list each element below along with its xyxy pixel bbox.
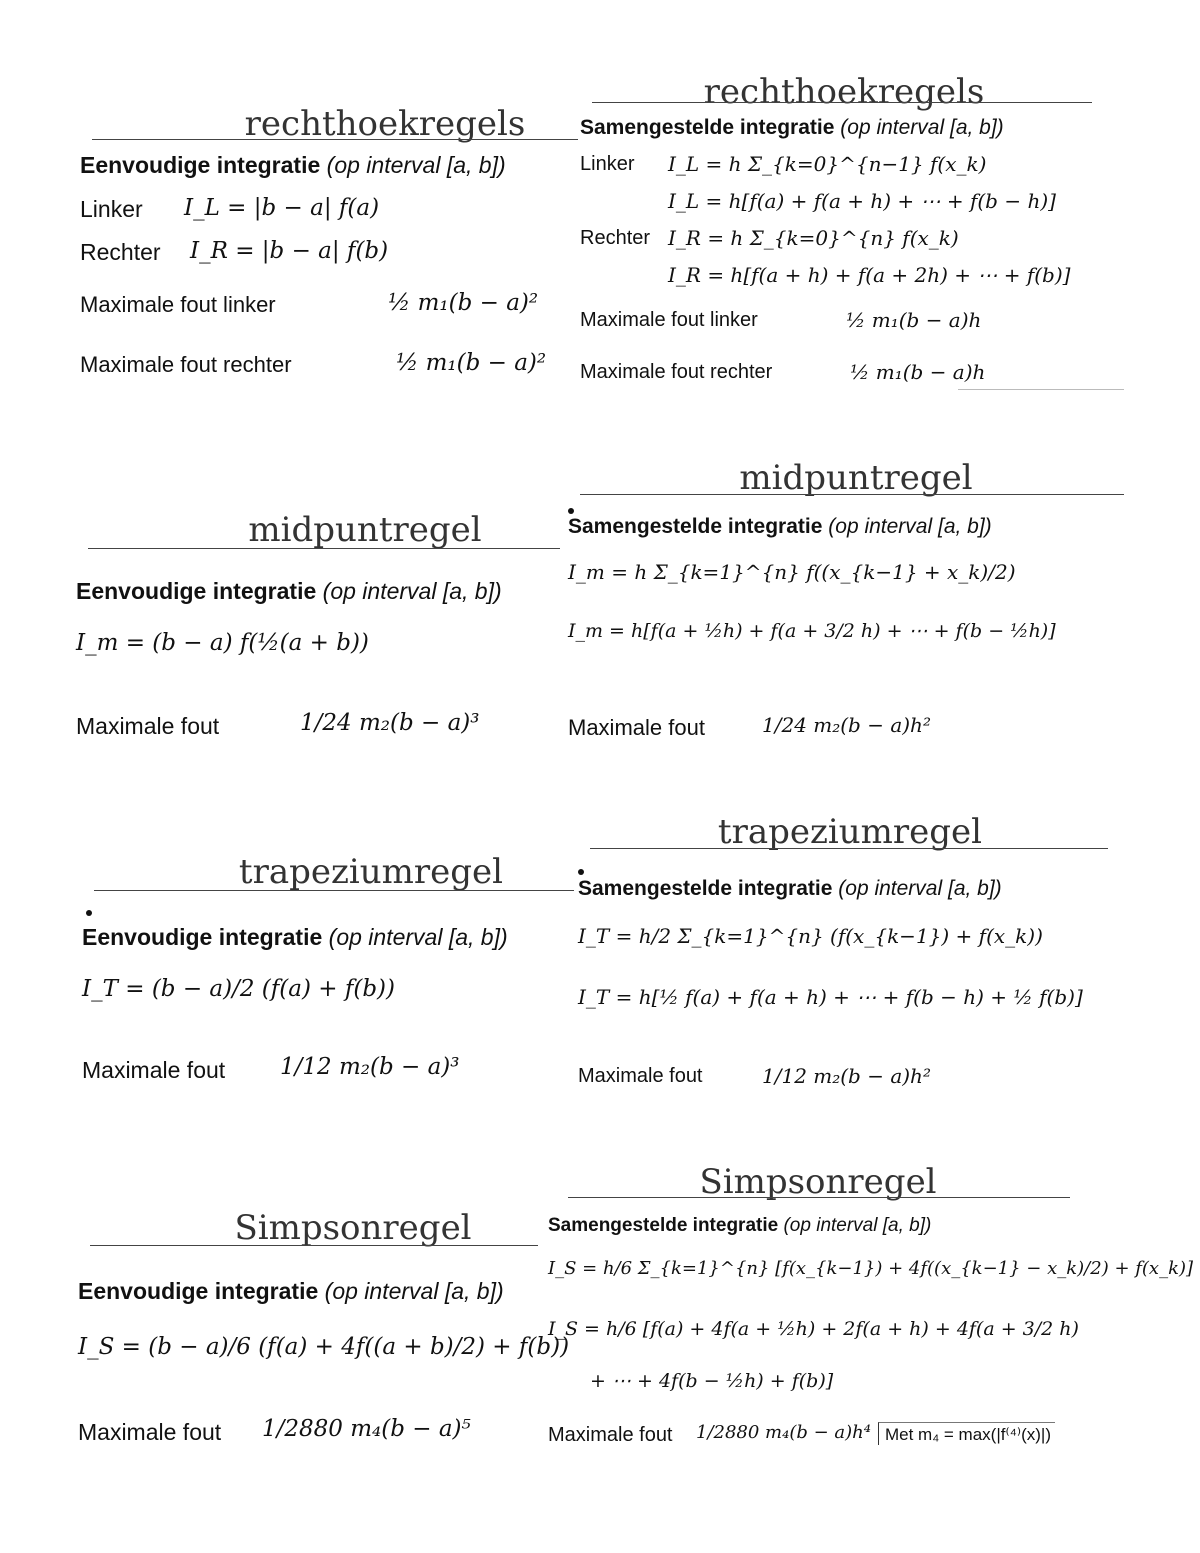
right-simp-title: Simpsonregel xyxy=(699,1162,937,1202)
right-simp-rule xyxy=(568,1197,1070,1198)
left-trap-err-label: Maximale fout xyxy=(82,1057,226,1083)
right-trap-subtitle xyxy=(578,877,1002,901)
left-simp-formula: I_S = (b − a)/6 (f(a) + 4f((a + b)/2) + f(b)) xyxy=(78,1334,570,1360)
left-simp-rule xyxy=(90,1245,538,1246)
right-rect-rule xyxy=(592,102,1092,103)
right-rect-err-right-label: Maximale fout rechter xyxy=(580,361,773,383)
left-rect-err-right-label: Maximale fout rechter xyxy=(80,352,292,377)
right-trap-err-label: Maximale fout xyxy=(578,1065,703,1087)
left-rect-title: rechthoekregels xyxy=(244,104,526,144)
right-rect-title: rechthoekregels xyxy=(703,72,985,112)
subtitle-bold: Samengestelde integratie xyxy=(568,515,823,538)
right-simp-formula-2: I_S = h/6 [f(a) + 4f(a + ½h) + 2f(a + h) + 4f(a + 3/2 h) xyxy=(548,1318,1079,1340)
right-trap-bullet xyxy=(578,869,584,875)
right-simp-note: Met m₄ = max(|f⁽⁴⁾(x)|) xyxy=(878,1422,1055,1445)
left-trap-title: trapeziumregel xyxy=(238,852,504,892)
left-rect-linker-label: Linker xyxy=(80,196,143,222)
subtitle-bold: Samengestelde integratie xyxy=(548,1215,779,1236)
right-trap-title: trapeziumregel xyxy=(717,812,983,852)
left-trap-bullet xyxy=(86,910,92,916)
right-simp-formula-3: + ⋯ + 4f(b − ½h) + f(b)] xyxy=(590,1370,834,1392)
right-trap-rule xyxy=(590,848,1108,849)
subtitle-bold: Eenvoudige integratie xyxy=(82,924,323,950)
right-mid-rule xyxy=(580,494,1124,495)
right-simp-subtitle xyxy=(548,1215,931,1237)
left-rect-rechter-formula: I_R = |b − a| f(b) xyxy=(190,238,389,264)
left-trap-err-formula: 1/12 m₂(b − a)³ xyxy=(280,1054,460,1080)
subtitle-italic: (op interval [a, b]) xyxy=(828,515,992,538)
left-mid-subtitle xyxy=(76,578,502,605)
right-rect-err-left-label: Maximale fout linker xyxy=(580,309,758,331)
left-mid-rule xyxy=(88,548,560,549)
left-trap-rule xyxy=(94,890,574,891)
left-rect-err-left-label: Maximale fout linker xyxy=(80,292,276,317)
right-mid-err-label: Maximale fout xyxy=(568,715,705,740)
right-rect-rechter-formula-2: I_R = h[f(a + h) + f(a + 2h) + ⋯ + f(b)] xyxy=(668,263,1071,287)
right-trap-formula-1: I_T = h/2 Σ_{k=1}^{n} (f(x_{k−1}) + f(x_k)) xyxy=(578,924,1043,948)
left-mid-formula: I_m = (b − a) f(½(a + b)) xyxy=(76,630,369,656)
subtitle-italic: (op interval [a, b]) xyxy=(326,152,506,178)
right-simp-formula-1: I_S = h/6 Σ_{k=1}^{n} [f(x_{k−1}) + 4f((x_{k−1} − x_k)/2) + f(x_k)] xyxy=(548,1258,1194,1279)
left-rect-err-left-formula: ½ m₁(b − a)² xyxy=(388,290,539,316)
subtitle-italic: (op interval [a, b]) xyxy=(838,877,1002,900)
right-mid-title: midpuntregel xyxy=(739,458,973,498)
left-rect-linker-formula: I_L = |b − a| f(a) xyxy=(184,195,380,221)
subtitle-italic: (op interval [a, b]) xyxy=(324,1278,504,1304)
left-rect-rechter-label: Rechter xyxy=(80,239,161,265)
left-trap-subtitle xyxy=(82,924,508,951)
left-trap-formula: I_T = (b − a)/2 (f(a) + f(b)) xyxy=(82,976,395,1002)
subtitle-bold: Eenvoudige integratie xyxy=(80,152,321,178)
subtitle-italic: (op interval [a, b]) xyxy=(783,1215,932,1236)
right-mid-formula-2: I_m = h[f(a + ½h) + f(a + 3/2 h) + ⋯ + f(b − ½h)] xyxy=(568,620,1056,642)
right-rect-err-right-formula: ½ m₁(b − a)h xyxy=(850,360,986,384)
right-mid-formula-1: I_m = h Σ_{k=1}^{n} f((x_{k−1} + x_k)/2) xyxy=(568,560,1016,584)
left-rect-rule xyxy=(92,139,578,140)
right-trap-err-formula: 1/12 m₂(b − a)h² xyxy=(762,1064,931,1088)
left-mid-err-label: Maximale fout xyxy=(76,713,220,739)
left-rect-err-right-formula: ½ m₁(b − a)² xyxy=(396,350,547,376)
left-mid-err-formula: 1/24 m₂(b − a)³ xyxy=(300,710,480,736)
left-simp-title: Simpsonregel xyxy=(234,1208,472,1248)
subtitle-bold: Eenvoudige integratie xyxy=(78,1278,319,1304)
subtitle-bold: Samengestelde integratie xyxy=(578,877,833,900)
left-simp-subtitle xyxy=(78,1278,504,1305)
right-simp-err-formula: 1/2880 m₄(b − a)h⁴ xyxy=(696,1422,871,1443)
right-trap-formula-2: I_T = h[½ f(a) + f(a + h) + ⋯ + f(b − h) + ½ f(b)] xyxy=(578,985,1083,1009)
right-mid-subtitle xyxy=(568,515,992,539)
right-rect-subtitle xyxy=(580,116,1004,140)
subtitle-italic: (op interval [a, b]) xyxy=(328,924,508,950)
subtitle-bold: Eenvoudige integratie xyxy=(76,578,317,604)
left-simp-err-label: Maximale fout xyxy=(78,1419,222,1445)
left-rect-subtitle xyxy=(80,152,506,179)
right-mid-err-formula: 1/24 m₂(b − a)h² xyxy=(762,713,931,737)
subtitle-bold: Samengestelde integratie xyxy=(580,116,835,139)
right-rect-linker-label: Linker xyxy=(580,153,635,175)
subtitle-italic: (op interval [a, b]) xyxy=(322,578,502,604)
left-simp-err-formula: 1/2880 m₄(b − a)⁵ xyxy=(262,1416,471,1442)
right-simp-err-label: Maximale fout xyxy=(548,1424,673,1446)
right-rect-rechter-formula-1: I_R = h Σ_{k=0}^{n} f(x_k) xyxy=(668,226,959,250)
right-rect-err-left-formula: ½ m₁(b − a)h xyxy=(846,308,982,332)
right-rect-linker-formula-1: I_L = h Σ_{k=0}^{n−1} f(x_k) xyxy=(668,152,987,176)
right-mid-bullet xyxy=(568,508,574,514)
right-rect-bottom-rule xyxy=(958,389,1124,390)
right-rect-linker-formula-2: I_L = h[f(a) + f(a + h) + ⋯ + f(b − h)] xyxy=(668,189,1056,213)
right-rect-rechter-label: Rechter xyxy=(580,227,651,249)
subtitle-italic: (op interval [a, b]) xyxy=(840,116,1004,139)
left-mid-title: midpuntregel xyxy=(248,510,482,550)
